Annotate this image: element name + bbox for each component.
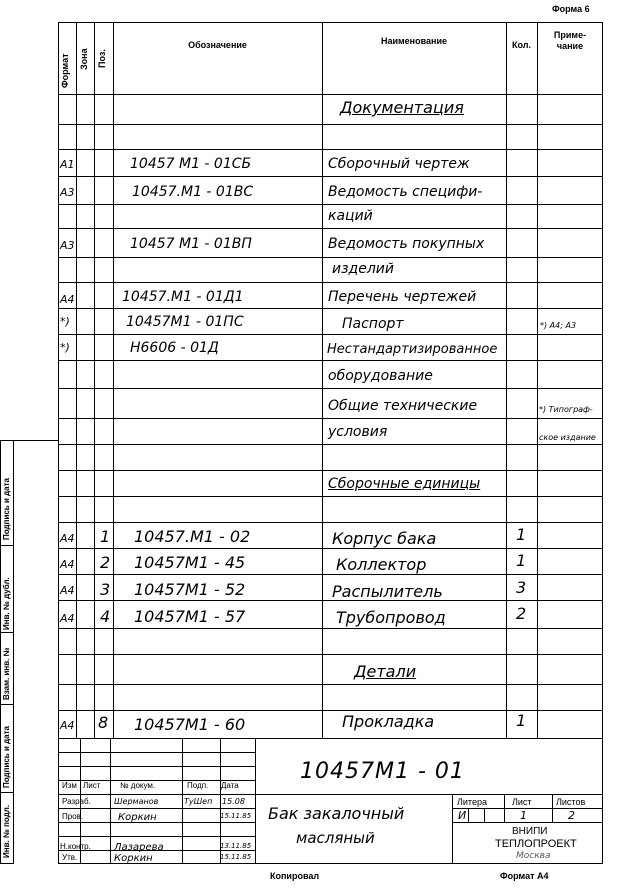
col-divider <box>537 22 538 738</box>
detail-format: А4 <box>60 719 75 732</box>
row-designation: Н6606 - 01Д <box>130 340 219 356</box>
header-pos: Поз. <box>97 49 107 68</box>
row-line <box>58 176 603 177</box>
row-line <box>58 282 603 283</box>
row-format: А3 <box>60 186 75 199</box>
section-details: Детали <box>354 662 417 681</box>
row-line <box>58 574 603 575</box>
tb-title-line2: масляный <box>296 829 375 847</box>
row-line <box>58 470 603 471</box>
row-line <box>58 654 603 655</box>
row-note: *) Типограф- <box>539 405 593 414</box>
row-line <box>58 548 603 549</box>
row-name: Ведомость покупных <box>328 236 485 252</box>
assembly-designation: 10457М1 - 52 <box>134 580 246 599</box>
row-name: каций <box>328 208 373 224</box>
tb-col-izm: Изм <box>62 781 77 790</box>
row-name: Сборочный чертеж <box>328 156 470 172</box>
assembly-qty: 3 <box>516 578 527 597</box>
tb-title-line1: Бак закалочный <box>268 804 405 823</box>
assembly-qty: 1 <box>516 551 527 570</box>
assembly-pos: 4 <box>100 607 111 626</box>
row-format: А1 <box>60 158 75 171</box>
row-format: А4 <box>60 293 75 306</box>
tb-col-sign: Подп. <box>187 781 209 790</box>
row-line <box>58 257 603 258</box>
tb-org3: Москва <box>516 851 551 861</box>
row-name: Паспорт <box>342 316 404 332</box>
section-assembly-units: Сборочные единицы <box>328 476 481 492</box>
tb-sheets-label: Листов <box>556 797 586 807</box>
assembly-name: Коллектор <box>336 555 427 574</box>
tb-litera-sub <box>468 808 469 822</box>
tb-col-doc: № докум. <box>120 781 156 790</box>
tb-litera-row2 <box>452 822 603 823</box>
tb-sheet-label: Лист <box>512 797 532 807</box>
tb-sheets: 2 <box>568 809 575 822</box>
detail-name: Прокладка <box>342 712 435 731</box>
tb-litera-label: Литера <box>457 797 487 807</box>
tb-row-line <box>58 794 255 795</box>
row-line <box>58 444 603 445</box>
footer-copied: Копировал <box>270 871 320 881</box>
row-line <box>58 418 603 419</box>
assembly-name: Распылитель <box>332 582 443 601</box>
header-note: Приме- чание <box>553 30 587 51</box>
assembly-designation: 10457М1 - 45 <box>134 553 246 572</box>
tb-row-line <box>58 836 255 837</box>
row-line <box>58 360 603 361</box>
row-name: оборудование <box>328 368 433 384</box>
side-strip-fields <box>14 440 58 865</box>
assembly-qty: 2 <box>516 604 527 623</box>
row-line <box>58 628 603 629</box>
tb-date: 15.11.85 <box>220 853 252 861</box>
side-divider <box>0 792 14 793</box>
tb-role: Разраб. <box>62 797 91 806</box>
tb-role: Пров. <box>62 812 84 821</box>
side-divider <box>0 545 14 546</box>
tb-litera-row <box>452 808 603 809</box>
assembly-pos: 2 <box>100 553 111 572</box>
tb-date: 13.11.85 <box>220 842 252 850</box>
footer-format: Формат А4 <box>500 871 549 881</box>
assembly-qty: 1 <box>516 525 527 544</box>
side-divider <box>0 632 14 633</box>
row-line <box>58 228 603 229</box>
tb-name: Шерманов <box>114 797 159 806</box>
detail-pos: 8 <box>98 713 109 732</box>
row-format: *) <box>60 341 70 354</box>
assembly-format: А4 <box>60 532 75 545</box>
assembly-designation: 10457.М1 - 02 <box>134 527 251 546</box>
tb-col-line <box>182 738 183 864</box>
tb-org1: ВНИПИ <box>512 826 548 837</box>
tb-split-line <box>255 794 603 795</box>
tb-sheets-col <box>552 794 553 822</box>
side-label-sign-date-2: Подпись и дата <box>2 726 11 788</box>
header-zone: Зона <box>79 48 89 70</box>
assembly-pos: 1 <box>100 527 111 546</box>
tb-col-line <box>110 738 111 864</box>
col-divider <box>322 22 323 738</box>
row-line <box>58 388 603 389</box>
row-designation: 10457М1 - 01ПС <box>126 314 244 330</box>
side-label-orig-inv: Инв. № подл. <box>2 804 11 858</box>
tb-col-list: Лист <box>83 781 101 790</box>
tb-date: 15.08 <box>222 797 245 806</box>
tb-name: Лазарева <box>114 842 164 853</box>
side-divider <box>0 704 14 705</box>
row-name: Нестандартизированное <box>327 342 498 357</box>
row-name: Ведомость специфи- <box>328 184 483 200</box>
col-divider <box>94 22 95 738</box>
tb-sign: ТуШеп <box>184 797 213 806</box>
tb-right-col <box>452 794 453 864</box>
row-note: *) А4; А3 <box>540 321 577 330</box>
row-designation: 10457 М1 - 01ВП <box>130 236 252 252</box>
assembly-format: А4 <box>60 584 75 597</box>
row-note: ское издание <box>539 433 596 442</box>
assembly-format: А4 <box>60 612 75 625</box>
assembly-name: Корпус бака <box>332 529 437 548</box>
tb-sheet: 1 <box>520 809 527 822</box>
row-name: условия <box>328 424 388 440</box>
tb-doc-number: 10457М1 - 01 <box>300 759 465 784</box>
tb-role: Утв. <box>62 853 78 862</box>
tb-date: 15.11.85 <box>220 812 252 820</box>
header-designation: Обозначение <box>188 40 247 50</box>
header-format: Формат <box>60 53 70 88</box>
col-divider <box>76 22 77 738</box>
header-qty: Кол. <box>512 40 531 50</box>
row-name: Общие технические <box>328 398 478 414</box>
tb-name: Коркин <box>114 853 153 864</box>
row-line <box>58 204 603 205</box>
tb-litera-sub <box>484 808 485 822</box>
tb-name: Коркин <box>118 812 157 823</box>
row-line <box>58 124 603 125</box>
row-designation: 10457 М1 - 01СБ <box>130 156 252 172</box>
row-line <box>58 334 603 335</box>
side-label-replace-inv: Взам. инв. № <box>2 647 11 700</box>
row-designation: 10457.М1 - 01Д1 <box>122 289 244 305</box>
tb-org2: ТЕПЛОПРОЕКТ <box>495 838 577 850</box>
assembly-name: Трубопровод <box>336 608 446 627</box>
row-line <box>58 496 603 497</box>
tb-row-line <box>58 752 255 753</box>
row-line <box>58 600 603 601</box>
col-divider <box>113 22 114 738</box>
row-format: *) <box>60 315 70 328</box>
row-line <box>58 684 603 685</box>
assembly-designation: 10457М1 - 57 <box>134 607 246 626</box>
side-label-sign-date: Подпись и дата <box>2 478 11 540</box>
row-name: Перечень чертежей <box>328 289 477 305</box>
assembly-format: А4 <box>60 558 75 571</box>
assembly-pos: 3 <box>100 580 111 599</box>
tb-role: Н.контр. <box>60 842 91 851</box>
form-label: Форма 6 <box>552 4 590 14</box>
header-bottom <box>58 94 603 95</box>
detail-qty: 1 <box>516 711 527 730</box>
tb-row-line <box>58 766 255 767</box>
tb-sheet-col <box>504 794 505 822</box>
row-name: изделий <box>332 261 394 277</box>
side-label-dup-inv: Инв. № дубл. <box>2 577 11 630</box>
col-divider <box>506 22 507 738</box>
section-documentation: Документация <box>340 98 464 117</box>
tb-row-line <box>58 808 255 809</box>
row-designation: 10457.М1 - 01ВС <box>132 184 254 200</box>
row-line <box>58 308 603 309</box>
row-line <box>58 522 603 523</box>
tb-col-line <box>255 738 256 864</box>
detail-designation: 10457М1 - 60 <box>134 715 246 734</box>
header-name: Наименование <box>380 36 448 46</box>
tb-col-date: Дата <box>221 781 239 790</box>
row-line <box>58 149 603 150</box>
tb-litera: И <box>458 809 467 822</box>
row-format: А3 <box>60 239 75 252</box>
